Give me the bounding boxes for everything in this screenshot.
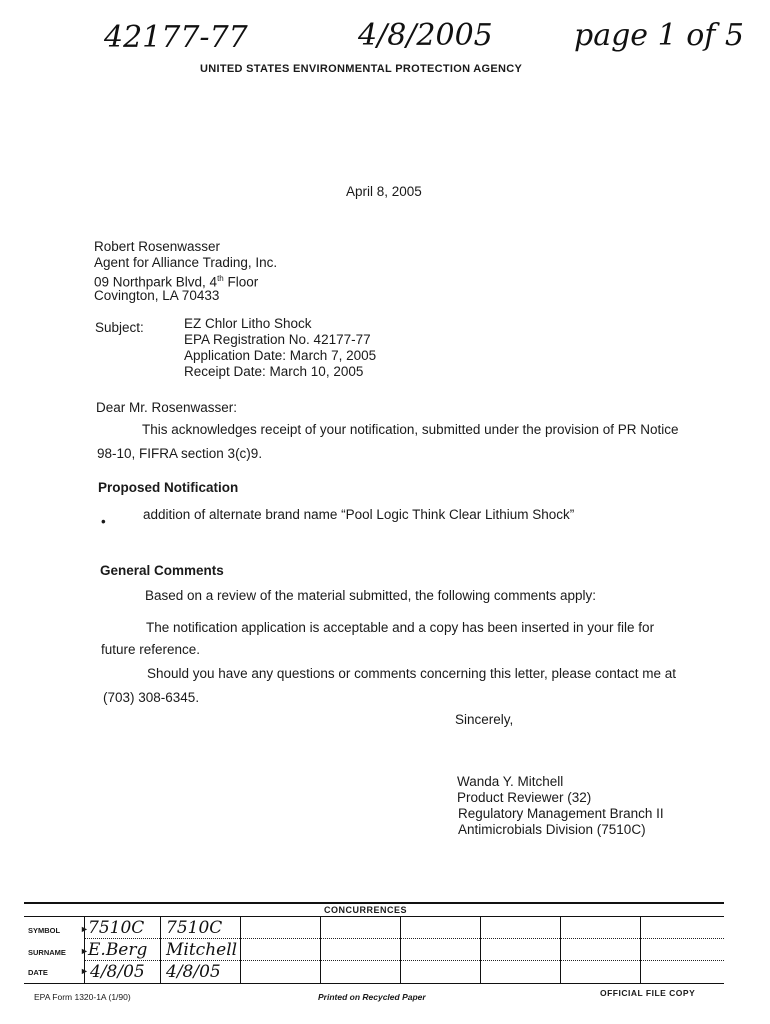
signature-name: Wanda Y. Mitchell [457,774,564,789]
address-suffix: Floor [223,274,259,290]
signature-title: Product Reviewer (32) [457,790,592,805]
row-arrow-symbol: ► [80,924,89,934]
proposed-heading: Proposed Notification [98,480,239,495]
col-divider-7 [560,916,561,984]
letter-date: April 8, 2005 [346,184,422,199]
row-label-surname: SURNAME [28,948,66,957]
subject-line-3: Application Date: March 7, 2005 [184,348,377,363]
subject-line-4: Receipt Date: March 10, 2005 [184,364,364,379]
col-divider-5 [400,916,401,984]
paragraph-1-line-1: This acknowledges receipt of your notification, submitted under the provision of PR Notice [142,422,679,437]
col-divider-3 [240,916,241,984]
recipient-city: Covington, LA 70433 [94,288,220,303]
symbol-col-1: 7510C [88,918,145,938]
form-number: EPA Form 1320-1A (1/90) [34,992,131,1002]
col-divider-8 [640,916,641,984]
table-bottom-rule [24,983,724,984]
agency-title: UNITED STATES ENVIRONMENTAL PROTECTION AGENCY [200,63,523,75]
col-divider-6 [480,916,481,984]
general-heading: General Comments [100,563,224,578]
general-paragraph-2-line-2: future reference. [101,642,201,657]
surname-col-1: E.Berg [88,940,148,960]
closing: Sincerely, [455,712,514,727]
address-prefix: 09 Northpark Blvd, 4 [94,274,218,290]
signature-division: Antimicrobials Division (7510C) [458,822,646,837]
printed-on-recycled: Printed on Recycled Paper [318,992,426,1002]
col-divider-2 [160,916,161,984]
recipient-name: Robert Rosenwasser [94,239,221,254]
general-paragraph-2-line-1: The notification application is acceptable and a copy has been inserted in your file for [146,620,655,635]
salutation: Dear Mr. Rosenwasser: [96,400,238,415]
concurrences-table [24,902,724,984]
concurrences-title: CONCURRENCES [324,905,408,915]
signature-branch: Regulatory Management Branch II [458,806,664,821]
subject-label: Subject: [95,320,144,335]
official-file-copy: OFFICIAL FILE COPY [600,988,696,998]
row-label-date: DATE [28,968,48,977]
proposed-bullet: • [101,514,106,529]
row-arrow-date: ► [80,966,89,976]
general-paragraph-1: Based on a review of the material submitted, the following comments apply: [145,588,596,603]
surname-row-line [84,960,724,961]
table-top-rule [24,902,724,904]
symbol-row-line [84,938,724,939]
date-col-2: 4/8/05 [166,962,221,982]
date-col-1: 4/8/05 [90,962,145,982]
row-label-symbol: SYMBOL [28,926,61,935]
paragraph-1-line-2: 98-10, FIFRA section 3(c)9. [97,446,263,461]
row-arrow-surname: ► [80,946,89,956]
subject-line-1: EZ Chlor Litho Shock [184,316,312,331]
subject-line-2: EPA Registration No. 42177-77 [184,332,371,347]
handwritten-page: page 1 of 5 [574,18,744,53]
general-paragraph-3-line-1: Should you have any questions or comments concerning this letter, please contact me at [147,666,677,681]
handwritten-registration: 42177-77 [104,20,248,55]
proposed-item: addition of alternate brand name “Pool Logic Think Clear Lithium Shock” [143,507,575,522]
col-divider-4 [320,916,321,984]
table-header-rule [24,916,724,917]
recipient-title: Agent for Alliance Trading, Inc. [94,255,278,270]
symbol-col-2: 7510C [166,918,223,938]
surname-col-2: Mitchell [166,940,238,960]
general-paragraph-3-line-2: (703) 308-6345. [103,690,200,705]
handwritten-date: 4/8/2005 [358,18,493,53]
address-sup: th [217,274,224,283]
